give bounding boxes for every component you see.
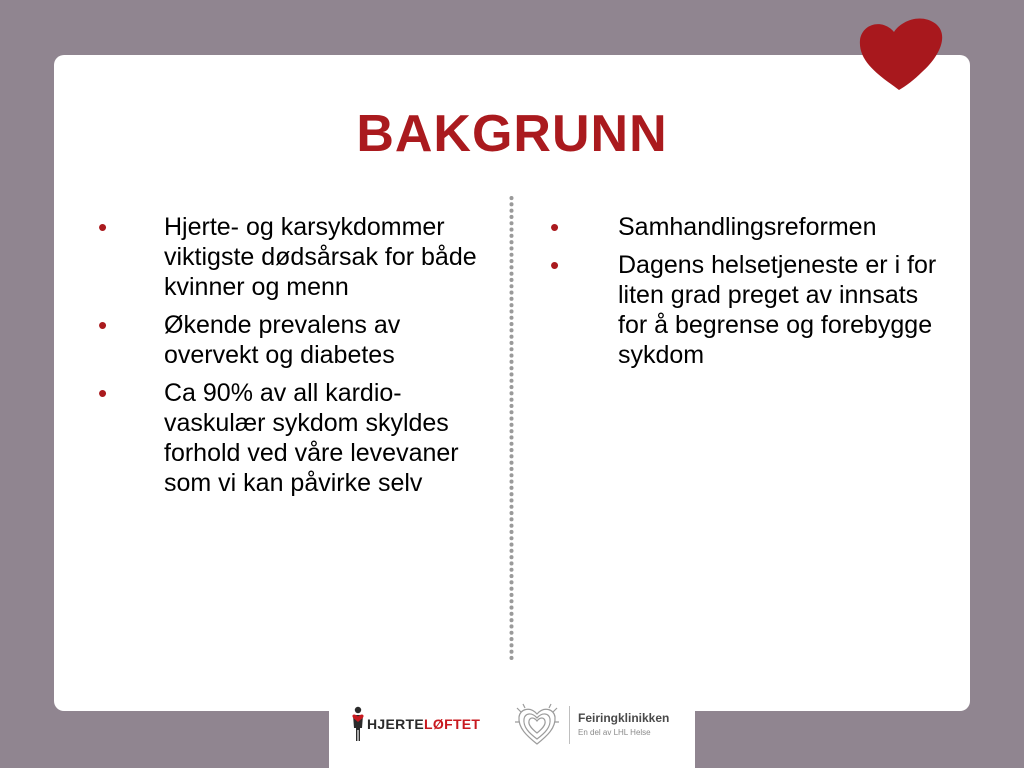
list-item: [548, 212, 948, 242]
heart-icon: [852, 14, 946, 94]
bullet-marker: •: [98, 378, 108, 408]
bullet-text: Dagens helsetjeneste er i for liten grad preget av innsats for å begrense og forebygge sykdom: [618, 251, 937, 369]
list-item: [96, 212, 496, 302]
bullet-text: Økende prevalens av overvekt og diabetes: [164, 311, 401, 369]
bullet-marker: •: [98, 212, 108, 242]
bullet-marker: •: [550, 212, 560, 242]
right-bullet-list: [548, 212, 948, 378]
person-figure-icon: [351, 706, 365, 742]
bullet-marker: •: [98, 310, 108, 340]
hjerteloftet-part1: HJERTE: [367, 716, 425, 732]
list-item: [96, 378, 496, 498]
slide-title: BAKGRUNN: [356, 105, 668, 163]
list-item: [548, 250, 948, 370]
bullet-text: Ca 90% av all kardio-vaskulær sykdom skyldes forhold ved våre levevaner som vi kan påvirke selv: [164, 379, 459, 497]
hjerteloftet-logo: [367, 716, 480, 732]
bullet-text: Hjerte- og karsykdommer viktigste dødsårsak for både kvinner og menn: [164, 213, 477, 301]
clinic-name: Feiringklinikken: [578, 711, 670, 725]
clinic-subtitle: En del av LHL Helse: [578, 728, 651, 737]
dotted-divider: [509, 196, 514, 664]
feiring-heart-icon: [515, 702, 559, 748]
bullet-text: Samhandlingsreformen: [618, 213, 877, 241]
list-item: [96, 310, 496, 370]
footer-logo-bar: [329, 692, 695, 768]
left-bullet-list: [96, 212, 496, 506]
logo-separator: [569, 706, 570, 744]
hjerteloftet-part2: LØFTET: [424, 716, 481, 732]
bullet-marker: •: [550, 250, 560, 280]
